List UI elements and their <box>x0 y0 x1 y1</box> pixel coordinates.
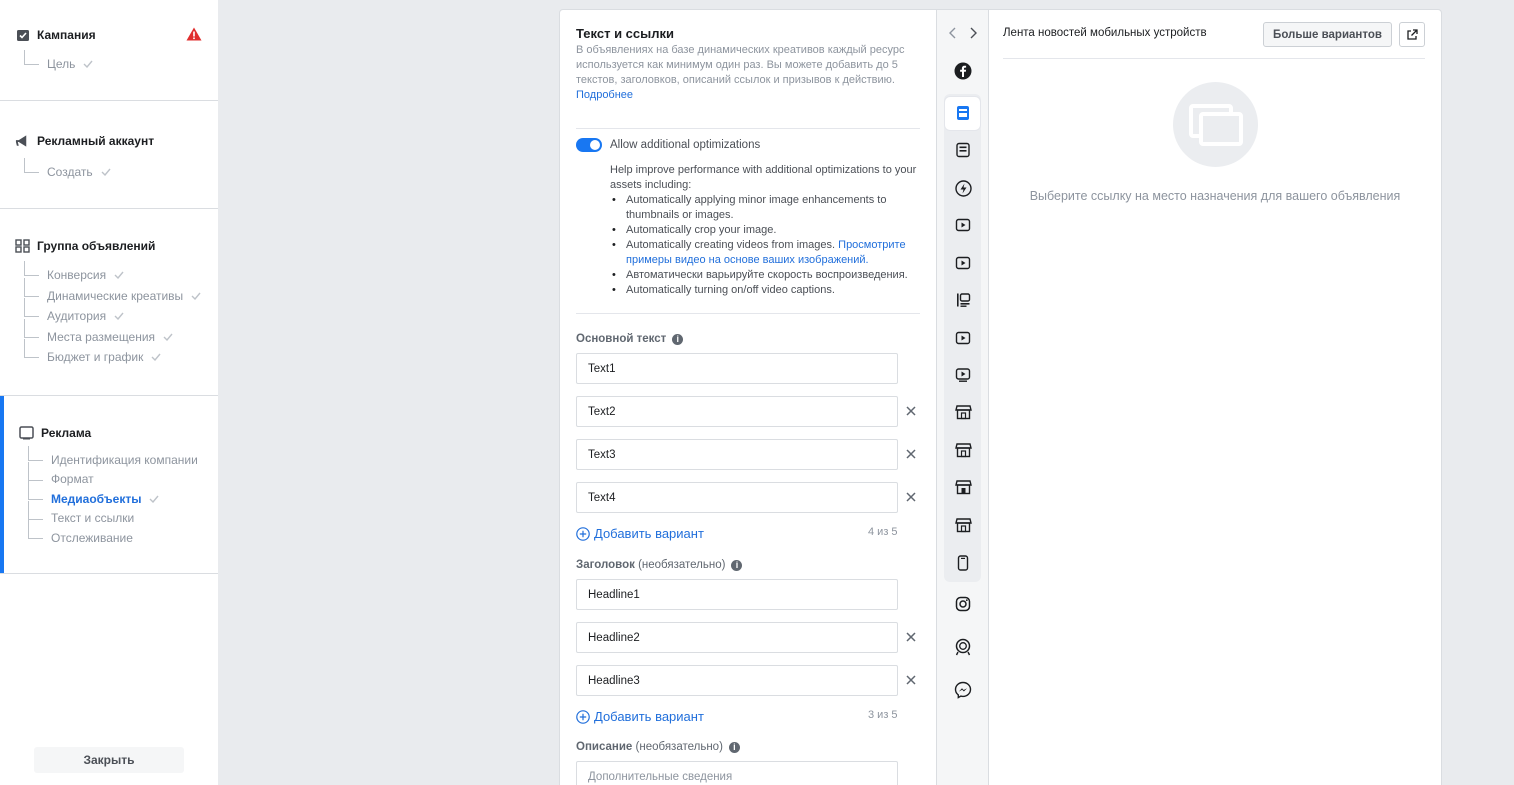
field-label: Описание <box>576 741 633 753</box>
headline-input-1[interactable] <box>576 579 898 610</box>
sidebar-item-audience[interactable] <box>22 306 201 327</box>
sidebar-item-text-links[interactable] <box>26 509 198 529</box>
close-icon[interactable] <box>905 405 917 417</box>
headline-count: 3 из 5 <box>868 709 898 721</box>
sidebar-item-goal[interactable] <box>22 54 93 75</box>
optional-tag: (необязательно) <box>638 559 726 571</box>
ad-preview <box>989 10 1441 785</box>
close-button[interactable]: Закрыть <box>34 747 184 773</box>
form-description <box>576 43 921 103</box>
headline-input-3[interactable] <box>576 665 898 696</box>
field-label: Основной текст <box>576 333 667 345</box>
editor-card <box>559 9 1442 785</box>
check-icon <box>163 333 173 341</box>
info-icon[interactable]: i <box>729 742 740 753</box>
sidebar-tree <box>22 265 201 368</box>
marketplace-icon[interactable] <box>954 403 972 421</box>
description-input[interactable] <box>576 761 898 785</box>
divider <box>1003 58 1425 59</box>
sidebar-item-media[interactable] <box>26 489 198 509</box>
description-label <box>576 741 740 753</box>
sidebar-section-ad-account <box>0 101 218 209</box>
in-stream-video-icon[interactable] <box>954 329 972 347</box>
close-icon[interactable] <box>905 674 917 686</box>
check-icon <box>149 495 159 503</box>
sidebar-tree <box>26 450 198 548</box>
shop-icon[interactable] <box>954 516 972 534</box>
instagram-icon[interactable] <box>954 595 972 613</box>
sidebar-item-label: Идентификация компании <box>51 452 198 467</box>
sidebar-section-title: Кампания <box>37 27 96 42</box>
audience-network-icon[interactable] <box>954 638 972 656</box>
more-options-button[interactable]: Больше вариантов <box>1263 22 1392 47</box>
grid-icon <box>15 238 30 253</box>
headline-input-2[interactable] <box>576 622 898 653</box>
optimizations-help <box>610 163 920 298</box>
sidebar-item-label: Медиаобъекты <box>51 491 142 506</box>
sidebar-section-ad-set-header[interactable] <box>15 238 155 253</box>
optimizations-toggle[interactable] <box>576 138 602 152</box>
primary-text-input-3[interactable] <box>576 439 898 470</box>
form-title: Текст и ссылки <box>576 26 674 41</box>
external-link-icon <box>1406 29 1418 41</box>
sidebar-item-label: Отслеживание <box>51 530 133 545</box>
divider <box>576 313 920 314</box>
plus-circle-icon <box>576 527 590 541</box>
close-icon[interactable] <box>905 631 917 643</box>
sidebar-section-campaign <box>0 0 218 101</box>
form-description-text: В объявлениях на базе динамических креативов каждый ресурс используется как минимум один раз. Вы можете добавить до 5 текстов, заголовков, описаний ссылок и призывов к действию. <box>576 44 905 86</box>
primary-text-input-4[interactable] <box>576 482 898 513</box>
sidebar-item-business-identity[interactable] <box>26 450 198 470</box>
list-item-text: Automatically creating videos from images. <box>626 239 836 251</box>
list-item: • Автоматически варьируйте скорость воспроизведения. <box>610 268 920 283</box>
sidebar-item-label: Динамические креативы <box>47 288 184 303</box>
empty-preview-placeholder <box>1173 82 1258 167</box>
primary-text-input-1[interactable] <box>576 353 898 384</box>
close-icon[interactable] <box>905 448 917 460</box>
sidebar-item-placements[interactable] <box>22 327 201 348</box>
sidebar-item-tracking[interactable] <box>26 528 198 548</box>
facebook-icon[interactable] <box>954 62 972 80</box>
sidebar-item-budget-schedule[interactable] <box>22 347 201 368</box>
stories-icon[interactable] <box>954 554 972 572</box>
sidebar-tree <box>22 54 93 75</box>
sidebar-item-label: Текст и ссылки <box>51 511 135 526</box>
active-section-indicator <box>0 396 4 573</box>
sidebar-section-ad-header[interactable] <box>19 425 91 440</box>
chevron-left-icon[interactable] <box>947 26 959 40</box>
sidebar-section-ad-set <box>0 209 218 396</box>
video-examples-link[interactable]: Просмотрите примеры видео на основе ваших изображений. <box>626 239 906 266</box>
sidebar-item-format[interactable] <box>26 470 198 490</box>
media-stack-icon <box>1188 103 1244 147</box>
sidebar-section-ad-account-header[interactable] <box>15 133 154 148</box>
marketplace-icon[interactable] <box>954 441 972 459</box>
checkbox-icon <box>15 27 30 42</box>
watch-video-icon[interactable] <box>954 366 972 384</box>
list-item: • Automatically crop your image. <box>610 223 920 238</box>
feed-placement-icon[interactable] <box>954 104 972 122</box>
sidebar-item-label: Формат <box>51 472 94 487</box>
ad-screen-icon <box>19 425 34 440</box>
list-item <box>610 238 920 268</box>
sidebar-item-create[interactable] <box>22 162 111 183</box>
instant-articles-icon[interactable] <box>954 141 972 159</box>
primary-text-label <box>576 333 683 345</box>
primary-text-count: 4 из 5 <box>868 526 898 538</box>
sidebar-section-title: Рекламный аккаунт <box>37 133 155 148</box>
sidebar-item-label: Места размещения <box>47 329 156 344</box>
list-item: • Automatically turning on/off video captions. <box>610 283 920 298</box>
sidebar-tree <box>22 162 111 183</box>
sidebar-section-ad <box>0 396 218 574</box>
text-links-form <box>560 10 936 785</box>
divider <box>576 128 920 129</box>
field-label: Заголовок <box>576 559 635 571</box>
sidebar-item-label: Цель <box>47 57 76 72</box>
placement-selector <box>936 10 989 785</box>
optimizations-intro: Help improve performance with additional optimizations to your assets including: <box>610 164 917 191</box>
warning-icon <box>186 27 202 44</box>
megaphone-icon <box>15 133 30 148</box>
optional-tag: (необязательно) <box>635 741 723 753</box>
check-icon <box>101 168 111 176</box>
open-external-button[interactable] <box>1399 22 1425 47</box>
check-icon <box>83 60 93 68</box>
preview-title: Лента новостей мобильных устройств <box>1003 27 1207 39</box>
primary-text-input-2[interactable] <box>576 396 898 427</box>
sidebar-section-title: Группа объявлений <box>37 238 156 253</box>
sidebar-section-title: Реклама <box>41 425 92 440</box>
info-icon[interactable]: i <box>672 334 683 345</box>
close-icon[interactable] <box>905 491 917 503</box>
sidebar-item-label: Аудитория <box>47 309 107 324</box>
plus-circle-icon <box>576 710 590 724</box>
sidebar-item-label: Создать <box>47 165 93 180</box>
check-icon <box>114 271 124 279</box>
add-label: Добавить вариант <box>594 526 704 541</box>
add-primary-text-button[interactable] <box>576 526 704 541</box>
check-icon <box>191 292 201 300</box>
sidebar <box>0 0 218 785</box>
video-feed-icon[interactable] <box>954 216 972 234</box>
chevron-right-icon[interactable] <box>967 26 979 40</box>
sidebar-section-campaign-header[interactable] <box>15 27 96 42</box>
optimizations-list <box>610 193 920 298</box>
video-icon[interactable] <box>954 254 972 272</box>
learn-more-link[interactable]: Подробнее <box>576 89 634 101</box>
messenger-icon[interactable] <box>954 681 972 699</box>
check-icon <box>114 312 124 320</box>
sidebar-item-label: Конверсия <box>47 268 107 283</box>
toggle-label: Allow additional optimizations <box>610 139 761 151</box>
check-icon <box>151 353 161 361</box>
add-headline-button[interactable] <box>576 709 704 724</box>
sidebar-item-dynamic-creatives[interactable] <box>22 286 201 307</box>
empty-preview-message: Выберите ссылку на место назначения для вашего объявления <box>1029 189 1401 203</box>
lightning-icon[interactable] <box>954 179 972 197</box>
info-icon[interactable]: i <box>731 560 742 571</box>
sidebar-item-label: Бюджет и график <box>47 350 144 365</box>
add-label: Добавить вариант <box>594 709 704 724</box>
headline-label <box>576 559 742 571</box>
right-column-icon[interactable] <box>954 291 972 309</box>
shop-icon[interactable] <box>954 478 972 496</box>
list-item: • Automatically applying minor image enhancements to thumbnails or images. <box>610 193 920 223</box>
sidebar-item-conversion[interactable] <box>22 265 201 286</box>
